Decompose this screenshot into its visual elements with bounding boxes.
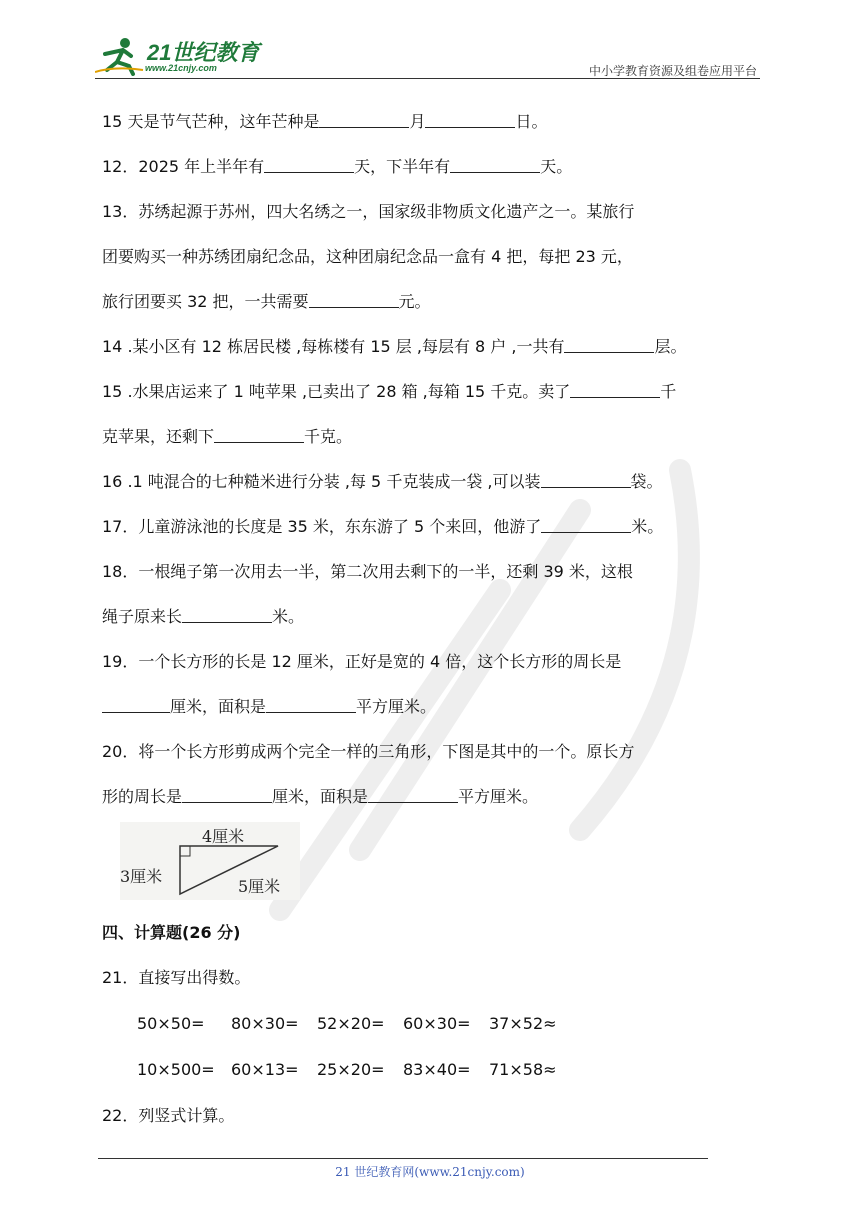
q17-text-b: 米。 [631, 517, 664, 536]
question-13-line-2: 团要购买一种苏绣团扇纪念品，这种团扇纪念品一盒有 4 把，每把 23 元， [102, 247, 633, 266]
site-logo [95, 36, 260, 76]
q12-text-c: 天。 [540, 157, 573, 176]
question-11-tail [102, 111, 547, 133]
calc-item: 50×50= [137, 1014, 205, 1033]
answer-blank[interactable] [368, 786, 458, 803]
calc-item: 80×30= [231, 1014, 299, 1033]
answer-blank[interactable] [541, 516, 631, 533]
answer-blank[interactable] [182, 606, 272, 623]
question-18-line-1: 18．一根绳子第一次用去一半，第二次用去剩下的一半，还剩 39 米，这根 [102, 562, 633, 581]
answer-blank[interactable] [264, 156, 354, 173]
calc-item: 37×52≈ [489, 1014, 557, 1033]
question-15-line-1 [102, 381, 676, 403]
footer-divider [98, 1158, 708, 1159]
q18-text-c: 米。 [272, 607, 305, 626]
calc-row-2 [137, 1059, 557, 1081]
question-16 [102, 471, 663, 493]
q11-text-b: 月 [409, 112, 426, 131]
answer-blank[interactable] [309, 291, 399, 308]
q19-text-c: 平方厘米。 [356, 697, 437, 716]
calc-row-1 [137, 1013, 557, 1035]
question-21: 21．直接写出得数。 [102, 968, 251, 987]
q13-text-d: 元。 [398, 292, 431, 311]
page-footer: 21 世纪教育网(www.21cnjy.com) [335, 1165, 525, 1179]
runner-logo-icon [95, 36, 145, 76]
answer-blank[interactable] [570, 381, 660, 398]
question-20-line-2 [102, 786, 538, 808]
question-13-line-1: 13．苏绣起源于苏州，四大名绣之一，国家级非物质文化遗产之一。某旅行 [102, 202, 635, 221]
left-side-label: 3厘米 [120, 867, 163, 886]
calc-item: 10×500= [137, 1060, 215, 1079]
question-17 [102, 516, 663, 538]
q15-text-d: 千克。 [304, 427, 353, 446]
question-18-line-2 [102, 606, 304, 628]
answer-blank[interactable] [450, 156, 540, 173]
answer-blank[interactable] [319, 111, 409, 128]
calc-item: 60×30= [403, 1014, 471, 1033]
answer-blank[interactable] [182, 786, 272, 803]
q14-text-b: 层。 [654, 337, 687, 356]
hypotenuse-label: 5厘米 [238, 877, 281, 896]
question-12 [102, 156, 572, 178]
q19-text-b: 厘米，面积是 [170, 697, 267, 716]
q20-text-c: 厘米，面积是 [272, 787, 369, 806]
q17-text-a: 17．儿童游泳池的长度是 35 米，东东游了 5 个来回，他游了 [102, 517, 542, 536]
answer-blank[interactable] [425, 111, 515, 128]
q16-text-b: 袋。 [630, 472, 663, 491]
answer-blank[interactable] [102, 696, 170, 713]
q14-text-a: 14 .某小区有 12 栋居民楼 ,每栋楼有 15 层 ,每层有 8 户 ,一共有 [102, 337, 565, 356]
q11-text-a: 15 天是节气芒种，这年芒种是 [102, 112, 320, 131]
q11-text-c: 日。 [515, 112, 548, 131]
q15-text-a: 15 .水果店运来了 1 吨苹果 ,已卖出了 28 箱 ,每箱 15 千克。卖了 [102, 382, 571, 401]
logo-url: www.21cnjy.com [145, 63, 217, 73]
question-19-line-1: 19．一个长方形的长是 12 厘米，正好是宽的 4 倍，这个长方形的周长是 [102, 652, 622, 671]
calc-item: 25×20= [317, 1060, 385, 1079]
calc-item: 60×13= [231, 1060, 299, 1079]
q16-text-a: 16 .1 吨混合的七种糙米进行分装 ,每 5 千克装成一袋 ,可以装 [102, 472, 541, 491]
answer-blank[interactable] [214, 426, 304, 443]
q15-text-c: 克苹果，还剩下 [102, 427, 215, 446]
calc-item: 71×58≈ [489, 1060, 557, 1079]
top-side-label: 4厘米 [202, 827, 245, 846]
q12-text-a: 12．2025 年上半年有 [102, 157, 265, 176]
page-header [95, 30, 760, 79]
answer-blank[interactable] [541, 471, 631, 488]
q20-text-b: 形的周长是 [102, 787, 183, 806]
question-15-line-2 [102, 426, 352, 448]
answer-blank[interactable] [564, 336, 654, 353]
section-4-title: 四、计算题(26 分) [102, 923, 241, 942]
logo-text: 21世纪教育 [147, 40, 260, 65]
answer-blank[interactable] [266, 696, 356, 713]
question-22: 22．列竖式计算。 [102, 1106, 235, 1125]
question-14 [102, 336, 686, 358]
calc-item: 52×20= [317, 1014, 385, 1033]
question-20-line-1: 20．将一个长方形剪成两个完全一样的三角形，下图是其中的一个。原长方 [102, 742, 635, 761]
q18-text-b: 绳子原来长 [102, 607, 183, 626]
triangle-figure [120, 822, 300, 900]
q12-text-b: 天，下半年有 [354, 157, 451, 176]
q15-text-b: 千 [660, 382, 677, 401]
question-13-line-3 [102, 291, 431, 313]
q20-text-d: 平方厘米。 [458, 787, 539, 806]
calc-item: 83×40= [403, 1060, 471, 1079]
header-tagline: 中小学教育资源及组卷应用平台 [588, 64, 757, 78]
q13-text-c: 旅行团要买 32 把，一共需要 [102, 292, 309, 311]
question-19-line-2 [102, 696, 436, 718]
